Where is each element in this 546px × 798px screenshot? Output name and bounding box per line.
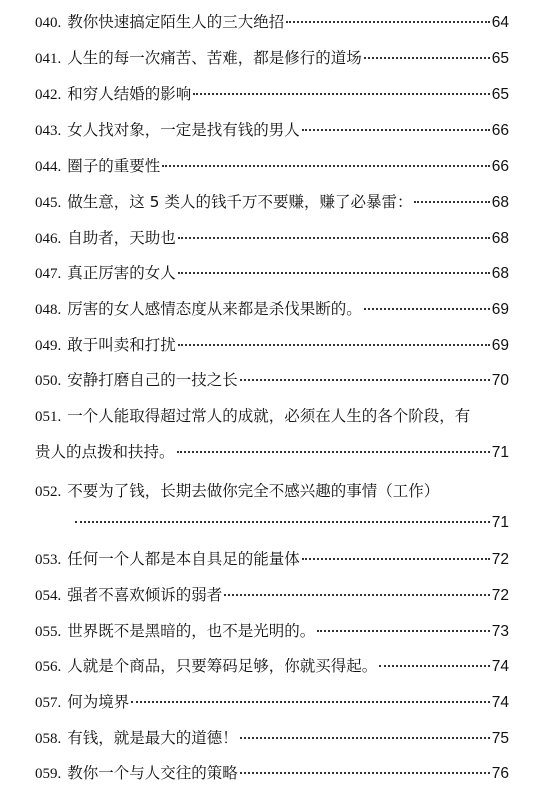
entry-number: 041. [35, 51, 62, 67]
entry-page-number: 73 [491, 623, 509, 640]
entry-page-number: 71 [491, 514, 509, 531]
entry-title: 和穷人结婚的影响 [67, 85, 192, 103]
entry-number: 045. [35, 195, 62, 211]
dot-leader [302, 129, 490, 131]
toc-entry-040[interactable] [35, 12, 509, 32]
entry-page-number: 68 [491, 194, 509, 211]
entry-title: 厉害的女人感情态度从来都是杀伐果断的。 [67, 300, 362, 318]
entry-title: 做生意，这 5 类人的钱千万不要赚，赚了必暴雷： [67, 193, 413, 211]
dot-leader [75, 521, 490, 523]
dot-leader [240, 379, 490, 381]
toc-entry-047[interactable] [35, 263, 509, 283]
dot-leader [178, 344, 490, 346]
dot-leader [379, 665, 489, 667]
entry-title: 敢于叫卖和打扰 [67, 336, 176, 354]
dot-leader [131, 701, 489, 703]
dot-leader [178, 237, 490, 239]
entry-number: 057. [35, 695, 62, 711]
entry-number: 058. [35, 731, 62, 747]
dot-leader [364, 308, 490, 310]
dot-leader [224, 594, 489, 596]
toc-entry-043[interactable] [35, 120, 509, 140]
entry-page-number: 70 [491, 372, 509, 389]
entry-number: 048. [35, 302, 62, 318]
entry-number: 046. [35, 231, 62, 247]
entry-title: 圈子的重要性 [67, 157, 161, 175]
dot-leader [178, 272, 490, 274]
entry-title: 教你一个与人交往的策略 [67, 764, 238, 782]
entry-number: 051. [35, 409, 62, 425]
entry-title-line-2: 贵人的点拨和扶持。 [35, 443, 175, 461]
entry-page-number: 74 [491, 694, 509, 711]
entry-title: 任何一个人都是本自具足的能量体 [67, 550, 300, 568]
entry-number: 050. [35, 373, 62, 389]
entry-title: 安静打磨自己的一技之长 [67, 371, 238, 389]
entry-number: 059. [35, 766, 62, 782]
entry-page-number: 72 [491, 551, 509, 568]
entry-title: 强者不喜欢倾诉的弱者 [67, 586, 223, 604]
entry-title: 真正厉害的女人 [67, 264, 176, 282]
entry-page-number: 64 [491, 14, 509, 31]
entry-page-number: 66 [491, 122, 509, 139]
entry-number: 042. [35, 87, 62, 103]
entry-page-number: 68 [491, 265, 509, 282]
dot-leader [414, 201, 489, 203]
entry-page-number: 69 [491, 301, 509, 318]
entry-number: 052. [35, 484, 62, 500]
toc-entry-041[interactable] [35, 48, 509, 68]
toc-entry-054[interactable] [35, 585, 509, 605]
dot-leader [240, 737, 490, 739]
entry-number: 054. [35, 588, 62, 604]
toc-entry-048[interactable] [35, 299, 509, 319]
toc-entry-046[interactable] [35, 228, 509, 248]
entry-page-number: 75 [491, 730, 509, 747]
entry-page-number: 66 [491, 158, 509, 175]
entry-page-number: 68 [491, 230, 509, 247]
toc-entry-056[interactable] [35, 656, 509, 676]
entry-title-line-1: 一个人能取得超过常人的成就，必须在人生的各个阶段，有 [67, 407, 471, 425]
entry-number: 044. [35, 159, 62, 175]
dot-leader [177, 451, 490, 453]
entry-number: 040. [35, 15, 62, 31]
toc-entry-053[interactable] [35, 549, 509, 569]
dot-leader [240, 772, 490, 774]
entry-page-number: 76 [491, 765, 509, 782]
entry-number: 053. [35, 552, 62, 568]
toc-entry-059[interactable] [35, 763, 509, 783]
toc-entry-050[interactable] [35, 370, 509, 390]
entry-page-number: 65 [491, 86, 509, 103]
toc-entry-055[interactable] [35, 621, 509, 641]
dot-leader [193, 93, 489, 95]
toc-entry-057[interactable] [35, 692, 509, 712]
toc-entry-045[interactable] [35, 192, 509, 212]
toc-entry-042[interactable] [35, 84, 509, 104]
entry-title: 世界既不是黑暗的，也不是光明的。 [67, 622, 316, 640]
entry-title: 人就是个商品，只要筹码足够，你就买得起。 [67, 657, 378, 675]
entry-page-number: 65 [491, 50, 509, 67]
dot-leader [317, 630, 489, 632]
dot-leader [364, 57, 490, 59]
entry-title: 女人找对象，一定是找有钱的男人 [67, 121, 300, 139]
toc-entry-052[interactable] [35, 481, 509, 533]
toc-entry-044[interactable] [35, 156, 509, 176]
entry-page-number: 72 [491, 587, 509, 604]
entry-page-number: 74 [491, 658, 509, 675]
entry-number: 043. [35, 123, 62, 139]
entry-number: 049. [35, 338, 62, 354]
dot-leader [302, 558, 490, 560]
entry-title: 有钱，就是最大的道德！ [67, 729, 238, 747]
entry-page-number: 71 [491, 444, 509, 461]
dot-leader [162, 165, 489, 167]
entry-page-number: 69 [491, 337, 509, 354]
entry-title-line-1: 不要为了钱，长期去做你完全不感兴趣的事情（工作） [67, 482, 440, 500]
entry-number: 056. [35, 659, 62, 675]
entry-number: 055. [35, 624, 62, 640]
entry-number: 047. [35, 266, 62, 282]
dot-leader [286, 21, 489, 23]
entry-title: 教你快速搞定陌生人的三大绝招 [67, 13, 285, 31]
entry-title: 何为境界 [67, 693, 130, 711]
toc-entry-058[interactable] [35, 728, 509, 748]
entry-title: 人生的每一次痛苦、苦难，都是修行的道场 [67, 49, 362, 67]
entry-title: 自助者，天助也 [67, 229, 176, 247]
toc-entry-049[interactable] [35, 335, 509, 355]
toc-entry-051[interactable] [35, 406, 509, 462]
